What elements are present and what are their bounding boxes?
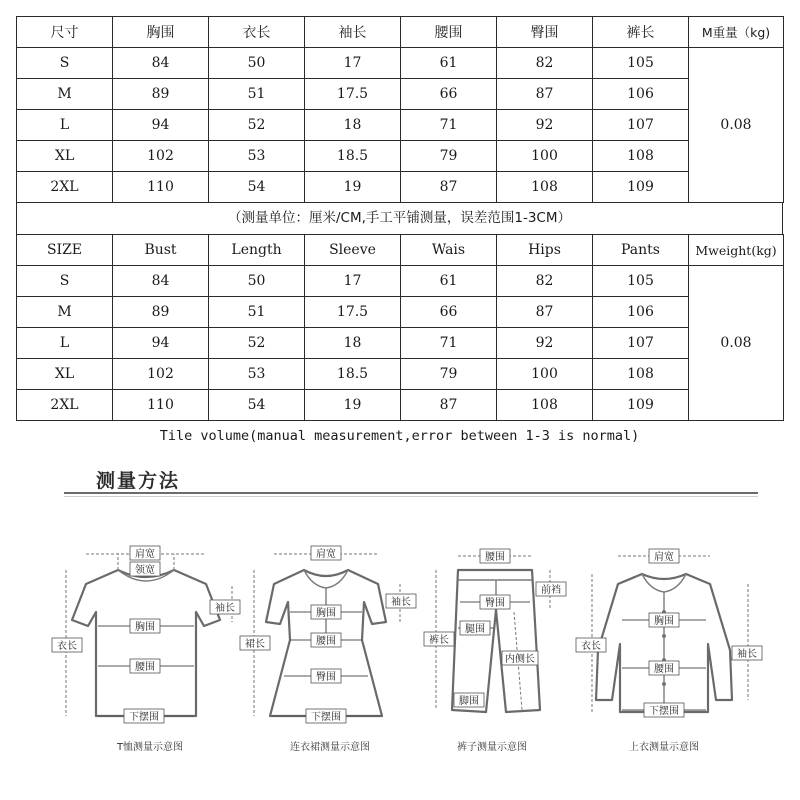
label-shoulder (130, 546, 160, 560)
table-cell: 54 (209, 172, 305, 203)
label-sleeve (210, 600, 240, 614)
header-cell: SIZE (17, 235, 113, 266)
svg-text:下摆围: 下摆围 (649, 706, 679, 717)
svg-text:胸围: 胸围 (135, 622, 155, 633)
table-cell: 53 (209, 359, 305, 390)
table-cell: S (17, 48, 113, 79)
table-cell: 66 (401, 79, 497, 110)
header-cell: Length (209, 235, 305, 266)
table-cell: 110 (113, 390, 209, 421)
label-shoulder (649, 549, 679, 563)
header-cell: Bust (113, 235, 209, 266)
svg-text:袖长: 袖长 (215, 603, 235, 614)
label-waist (130, 659, 160, 673)
header-cell: 尺寸 (17, 17, 113, 48)
table-cell: 19 (305, 390, 401, 421)
table-cell: 100 (497, 141, 593, 172)
table-cell: 52 (209, 328, 305, 359)
table-cell: S (17, 266, 113, 297)
svg-text:腰围: 腰围 (135, 662, 155, 673)
table-cell: 89 (113, 297, 209, 328)
table-cell: 61 (401, 266, 497, 297)
table-cell: 71 (401, 328, 497, 359)
label-length (240, 636, 270, 650)
table-header-row (17, 235, 784, 266)
svg-text:臀围: 臀围 (485, 598, 505, 609)
svg-text:下摆围: 下摆围 (129, 712, 159, 723)
tshirt-illustration (56, 540, 246, 735)
svg-text:衣长: 衣长 (57, 641, 77, 652)
size-table-english (16, 234, 784, 421)
pants-diagram (422, 540, 572, 735)
table-row (17, 297, 784, 328)
dress-caption: 连衣裙测量示意图 (290, 742, 370, 753)
header-cell: Mweight(kg) (689, 235, 784, 266)
table-cell: 108 (593, 359, 689, 390)
table-cell: 52 (209, 110, 305, 141)
table-cell: 18 (305, 328, 401, 359)
table-cell: 17 (305, 266, 401, 297)
table-cell: 108 (497, 172, 593, 203)
header-cell: 臀围 (497, 17, 593, 48)
label-hips (480, 595, 510, 609)
label-chest (130, 619, 160, 633)
table-cell: 109 (593, 172, 689, 203)
svg-text:衣长: 衣长 (581, 641, 601, 652)
table-cell: 84 (113, 266, 209, 297)
table-row (17, 48, 784, 79)
svg-text:臀围: 臀围 (316, 672, 336, 683)
label-sleeve (732, 646, 762, 660)
table-cell: 110 (113, 172, 209, 203)
svg-text:腰围: 腰围 (485, 552, 505, 563)
header-cell: 裤长 (593, 17, 689, 48)
svg-text:袖长: 袖长 (737, 649, 757, 660)
table-cell: M (17, 297, 113, 328)
label-waist (480, 549, 510, 563)
table-cell: M (17, 79, 113, 110)
table-cell: XL (17, 141, 113, 172)
label-length (52, 638, 82, 652)
table-cell: 82 (497, 48, 593, 79)
table-cell: 92 (497, 328, 593, 359)
table-cell: 105 (593, 266, 689, 297)
table-cell: 53 (209, 141, 305, 172)
header-cell: 腰围 (401, 17, 497, 48)
header-cell: M重量（kg) (689, 17, 784, 48)
table-row (17, 390, 784, 421)
svg-text:腰围: 腰围 (316, 636, 336, 647)
table-cell: 66 (401, 297, 497, 328)
table-cell: 102 (113, 359, 209, 390)
label-sleeve (386, 594, 416, 608)
tshirt-outline (72, 570, 220, 716)
table-row (17, 79, 784, 110)
table-cell: 94 (113, 110, 209, 141)
top-diagram (580, 540, 770, 735)
table-cell: 94 (113, 328, 209, 359)
label-leg-opening (454, 693, 484, 707)
table-cell: 107 (593, 110, 689, 141)
section-divider-thin (64, 496, 758, 497)
header-cell: Wais (401, 235, 497, 266)
table-cell: 2XL (17, 390, 113, 421)
table-cell: 54 (209, 390, 305, 421)
label-hips (311, 669, 341, 683)
label-waist (649, 661, 679, 675)
table-row (17, 266, 784, 297)
header-cell: Hips (497, 235, 593, 266)
table-cell: XL (17, 359, 113, 390)
svg-text:胸围: 胸围 (316, 608, 336, 619)
svg-text:肩宽: 肩宽 (316, 549, 336, 560)
svg-text:胸围: 胸围 (654, 616, 674, 627)
table-cell: 108 (593, 141, 689, 172)
table-cell: 87 (401, 172, 497, 203)
top-illustration (580, 540, 770, 735)
table-header-row (17, 17, 784, 48)
label-inseam (502, 651, 538, 665)
pants-caption: 裤子测量示意图 (457, 742, 527, 753)
table-cell: L (17, 328, 113, 359)
weight-cell: 0.08 (689, 266, 784, 421)
header-cell: 胸围 (113, 17, 209, 48)
table-cell: 79 (401, 359, 497, 390)
table-cell: 17.5 (305, 79, 401, 110)
measurement-note-english: Tile volume(manual measurement,error between 1-3 is normal) (159, 428, 640, 444)
dress-illustration (246, 540, 416, 735)
header-cell: 衣长 (209, 17, 305, 48)
svg-text:领宽: 领宽 (135, 565, 155, 576)
table-cell: 18 (305, 110, 401, 141)
table-cell: 50 (209, 48, 305, 79)
label-hem (306, 709, 346, 723)
table-cell: 18.5 (305, 359, 401, 390)
svg-text:裙长: 裙长 (245, 639, 265, 650)
table-cell: 18.5 (305, 141, 401, 172)
method-section-title: 测量方法 (96, 470, 181, 492)
table-cell: 106 (593, 297, 689, 328)
table-row (17, 110, 784, 141)
table-cell: 82 (497, 266, 593, 297)
label-rise (536, 582, 566, 596)
label-hem (124, 709, 164, 723)
table-cell: 105 (593, 48, 689, 79)
table-cell: 87 (497, 79, 593, 110)
label-collar (130, 562, 160, 576)
header-cell: Pants (593, 235, 689, 266)
pants-illustration (422, 540, 572, 735)
table-cell: 92 (497, 110, 593, 141)
svg-text:脚围: 脚围 (459, 696, 479, 707)
table-row (17, 141, 784, 172)
table-row (17, 328, 784, 359)
size-table-chinese (16, 16, 784, 203)
svg-text:袖长: 袖长 (391, 597, 411, 608)
table-cell: 17 (305, 48, 401, 79)
label-length (424, 632, 454, 646)
table-cell: 51 (209, 297, 305, 328)
tshirt-caption: T恤测量示意图 (116, 742, 184, 753)
table-cell: 71 (401, 110, 497, 141)
header-cell: 袖长 (305, 17, 401, 48)
svg-text:腰围: 腰围 (654, 664, 674, 675)
table-cell: L (17, 110, 113, 141)
table-row (17, 172, 784, 203)
dress-diagram (246, 540, 416, 735)
table-cell: 87 (497, 297, 593, 328)
label-hem (644, 703, 684, 717)
label-length (576, 638, 606, 652)
table-cell: 84 (113, 48, 209, 79)
table-cell: 79 (401, 141, 497, 172)
label-waist (311, 633, 341, 647)
svg-text:内侧长: 内侧长 (505, 654, 535, 665)
table-cell: 106 (593, 79, 689, 110)
table-cell: 100 (497, 359, 593, 390)
label-chest (649, 613, 679, 627)
svg-text:裤长: 裤长 (429, 635, 449, 646)
table-cell: 89 (113, 79, 209, 110)
svg-text:腿围: 腿围 (465, 624, 485, 635)
table-cell: 50 (209, 266, 305, 297)
table-cell: 102 (113, 141, 209, 172)
table-cell: 51 (209, 79, 305, 110)
table-cell: 107 (593, 328, 689, 359)
table-cell: 2XL (17, 172, 113, 203)
label-thigh (460, 621, 490, 635)
top-caption: 上衣测量示意图 (629, 742, 699, 753)
svg-text:下摆围: 下摆围 (311, 712, 341, 723)
section-divider (64, 492, 758, 494)
tshirt-diagram (56, 540, 246, 735)
label-chest (311, 605, 341, 619)
table-cell: 61 (401, 48, 497, 79)
label-shoulder (311, 546, 341, 560)
header-cell: Sleeve (305, 235, 401, 266)
svg-text:肩宽: 肩宽 (654, 552, 674, 563)
table-cell: 17.5 (305, 297, 401, 328)
svg-text:肩宽: 肩宽 (135, 549, 155, 560)
table-row (17, 359, 784, 390)
svg-text:前裆: 前裆 (541, 585, 561, 596)
table-cell: 109 (593, 390, 689, 421)
table-cell: 19 (305, 172, 401, 203)
weight-cell: 0.08 (689, 48, 784, 203)
measurement-note-chinese: （测量单位：厘米/CM,手工平铺测量，误差范围1-3CM） (16, 202, 783, 234)
table-cell: 108 (497, 390, 593, 421)
table-cell: 87 (401, 390, 497, 421)
